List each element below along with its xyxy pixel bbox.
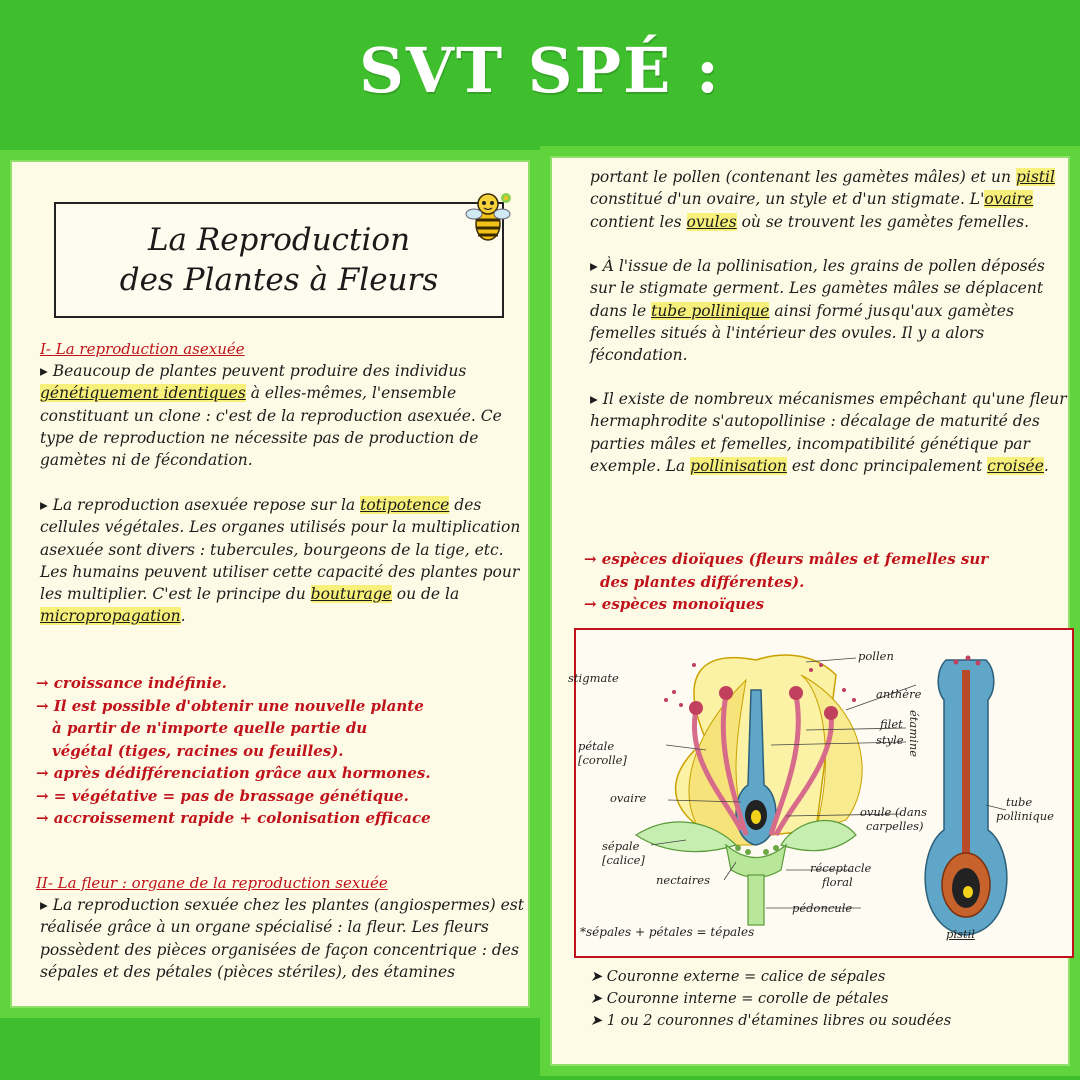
header [0, 0, 1080, 140]
list-item: → Il est possible d'obtenir une nouvelle plante [36, 696, 424, 715]
list-item: → accroissement rapide + colonisation efficace [36, 809, 431, 827]
crowns-list [590, 966, 1070, 1032]
label-anthere: anthère [876, 687, 922, 701]
label-tube: tube [1006, 795, 1033, 809]
list-item: ➤ Couronne externe = calice de sépales [590, 969, 886, 985]
section-2-title: II- La fleur : organe de la reproduction sexuée [36, 874, 388, 892]
label-style: style [876, 733, 904, 747]
label-stigmate: stigmate [568, 671, 619, 685]
flower-diagram [568, 628, 1074, 958]
list-item: → = végétative = pas de brassage génétique. [36, 786, 409, 805]
label-ovule: ovule (dans [860, 805, 927, 819]
label-carpelles: carpelles) [866, 819, 924, 833]
label-calice: [calice] [602, 853, 645, 867]
label-sepale: sépale [602, 839, 640, 853]
list-item: végétal (tiges, racines ou feuilles). [52, 741, 344, 760]
paragraph-1: ▸ Beaucoup de plantes peuvent produire des individus génétiquement identiques à elles-mêmes, l'ensemble constituant un clone : c'est de la reproduction asexuée. Ce type de reproduction ne nécessite pas de production de gamètes ni de fécondation. [40, 362, 502, 470]
list-item: → croissance indéfinie. [36, 674, 227, 692]
red-species-list [584, 548, 988, 616]
title-line-1: La Reproduction [147, 222, 411, 258]
list-item: à partir de n'importe quelle partie du [52, 719, 368, 737]
label-corolle: [corolle] [578, 753, 627, 767]
label-petale: pétale [578, 739, 615, 753]
section-1-title: I- La reproduction asexuée [40, 340, 245, 358]
bee-icon [462, 188, 514, 248]
title-line-2: des Plantes à Fleurs [119, 262, 439, 298]
red-notes-list [36, 672, 431, 830]
paragraph-2: ▸ La reproduction asexuée repose sur la totipotence des cellules végétales. Les organes utilisés pour la multiplication asexuée sont divers : tubercules, bourgeons de la tige, etc. Les humains peuvent utiliser cette capacité des plantes pour les multiplier. C'est le principe du bouturage ou de la micropropagation. [40, 496, 521, 626]
label-ovaire: ovaire [610, 791, 647, 805]
label-floral: floral [822, 875, 853, 889]
paragraph-4: portant le pollen (contenant les gamètes mâles) et un pistil constitué d'un ovaire, un style et d'un stigmate. L'ovaire contient les ovules où se trouvent les gamètes femelles. [590, 168, 1055, 231]
label-pollinique: pollinique [996, 809, 1054, 823]
label-filet: filet [880, 717, 903, 731]
list-item: → espèces monoïques [584, 595, 765, 613]
page-title: SVT SPÉ : [359, 33, 721, 107]
right-page [540, 146, 1080, 1076]
label-receptacle: réceptacle [810, 861, 872, 875]
list-item: → espèces dioïques (fleurs mâles et femelles sur [584, 550, 989, 568]
paragraph-5: ▸ À l'issue de la pollinisation, les grains de pollen déposés sur le stigmate germent. Les gamètes mâles se déplacent dans le tube pollinique ainsi formé jusqu'aux gamètes femelles situés à l'intérieur des ovules. Il y a alors fécondation. [590, 257, 1045, 365]
list-item: ➤ 1 ou 2 couronnes d'étamines libres ou soudées [590, 1013, 952, 1029]
label-etamine: étamine [907, 710, 921, 758]
label-pedoncule: pédoncule [792, 901, 853, 915]
list-item: → après dédifférenciation grâce aux hormones. [36, 764, 431, 782]
label-pollen: pollen [858, 649, 894, 663]
title-box [54, 202, 504, 318]
label-pistil: pistil [946, 927, 975, 941]
label-tepales-note: *sépales + pétales = tépales [580, 925, 755, 939]
paragraph-6: ▸ Il existe de nombreux mécanismes empêchant qu'une fleur hermaphrodite s'autopollinise : décalage de maturité des parties mâles et femelles, incompatibilité génétique par exemple. La pollinisation est donc principalement croisée. [590, 390, 1067, 475]
left-page [0, 150, 540, 1018]
label-nectaires: nectaires [656, 873, 711, 887]
list-item: ➤ Couronne interne = corolle de pétales [590, 991, 889, 1007]
list-item: des plantes différentes). [600, 572, 805, 591]
paragraph-3: ▸ La reproduction sexuée chez les plantes (angiospermes) est réalisée grâce à un organe spécialisé : la fleur. Les fleurs possèdent des pièces organisées de façon concentrique : des sépales et des pétales (pièces stériles), des étamines [40, 896, 524, 981]
